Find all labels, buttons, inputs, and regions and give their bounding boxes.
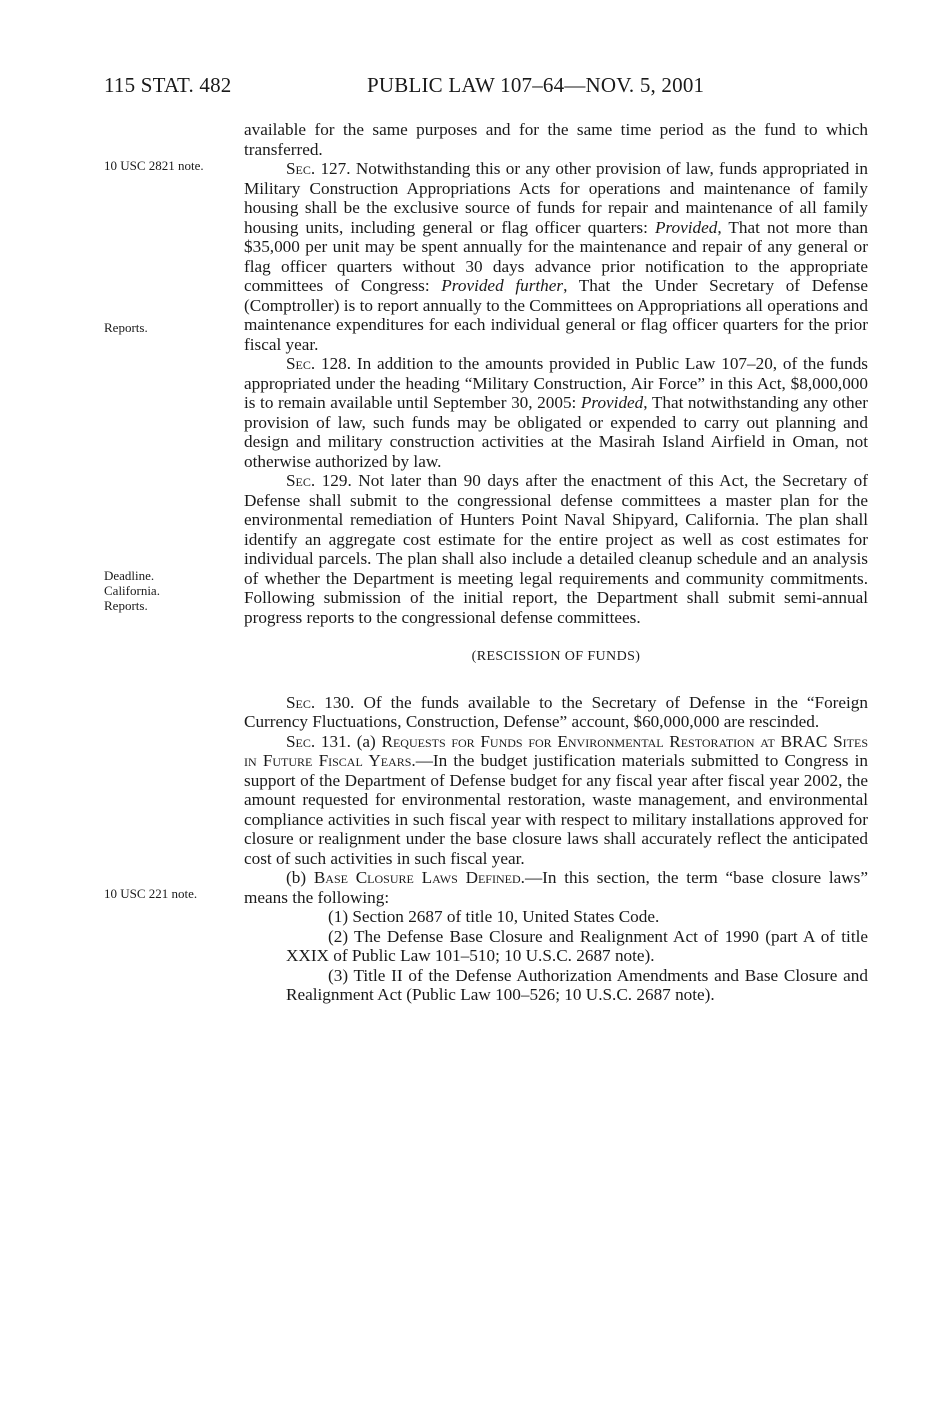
- section-text: , That notwithstanding any other provision of law, such funds may be obligated or expended to carry out planning and design and military construction activities at the Masirah Island Airfield in Oman, not otherwise authorized by law.: [244, 393, 868, 471]
- subsection-heading: Base Closure Laws Defined.: [313, 868, 525, 887]
- section-label: Sec. 129.: [286, 471, 352, 490]
- section-label: Sec. 131.: [286, 731, 351, 751]
- margin-note-usc-221: 10 USC 221 note.: [104, 886, 198, 901]
- page-stat-header: 115 STAT. 482: [104, 73, 232, 97]
- margin-note-deadline: Deadline. California. Reports.: [104, 568, 160, 613]
- list-item-2: (2) The Defense Base Closure and Realignment Act of 1990 (part A of title XXIX of Public Law 101–510; 10 U.S.C. 2687 note).: [286, 926, 868, 965]
- margin-note-reports: Reports.: [104, 320, 148, 335]
- section-text: Of the funds available to the Secretary of Defense in the “Foreign Currency Fluctuations, Construction, Defense” account, $60,000,000 are rescinded.: [244, 692, 868, 731]
- section-text: , That the Under Secretary of Defense (Comptroller) is to report annually to the Committees on Appropriations all operations and maintenance expenditures for each individual general or flag officer quarters for the prior fiscal year.: [244, 276, 868, 354]
- section-text: —In this section, the term “base closure laws” means the following:: [244, 868, 869, 907]
- provided-italic: Provided: [580, 393, 644, 412]
- section-text: —In the budget justification materials submitted to Congress in support of the Department of Defense budget for any fiscal year after fiscal year 2002, the amount requested for environmental restoration, waste management, and environmental compliance activities in such fiscal year with respect to military installations approved for closure or realignment under the base closure laws shall accurately reflect the anticipated cost of such activities in such fiscal year.: [244, 751, 868, 868]
- section-131-b: [244, 868, 868, 907]
- rescission-heading: (RESCISSION OF FUNDS): [471, 649, 641, 664]
- provided-italic: Provided: [654, 217, 718, 237]
- section-128: [244, 354, 868, 471]
- section-text: , That not more than $35,000 per unit may be spent annually for the maintenance and repair of any general or flag officer quarters without 30 days advance prior notification to the appropriate committees of Congress:: [244, 217, 868, 295]
- margin-note-usc-2821: 10 USC 2821 note.: [104, 158, 204, 173]
- public-law-header: PUBLIC LAW 107–64—NOV. 5, 2001: [367, 73, 705, 97]
- subsection-mark: (b): [286, 868, 314, 887]
- provided-further-italic: Provided further: [441, 276, 564, 295]
- section-131-a: [244, 732, 868, 869]
- body-text: [244, 120, 868, 1005]
- list-item-3: (3) Title II of the Defense Authorization Amendments and Base Closure and Realignment Act (Public Law 100–526; 10 U.S.C. 2687 note).: [286, 965, 868, 1004]
- subsection-mark: (a): [350, 731, 382, 751]
- section-text: In addition to the amounts provided in Public Law 107–20, of the funds appropriated under the heading “Military Construction, Air Force” in this Act, $8,000,000 is to remain available until September 30, 2005:: [244, 354, 868, 412]
- section-127: [244, 159, 868, 354]
- list-item-1: (1) Section 2687 of title 10, United States Code.: [328, 907, 660, 926]
- section-text: Not later than 90 days after the enactment of this Act, the Secretary of Defense shall submit to the congressional defense committees a master plan for the environmental remediation of Hunters Point Naval Shipyard, California. The plan shall identify an aggregate cost estimate for the entire project as well as cost estimates for individual parcels. The plan shall also include a detailed cleanup schedule and an analysis of whether the Department is meeting legal requirements and community commitments. Following submission of the initial report, the Department shall submit semi-annual progress reports to the congressional defense committees.: [244, 471, 868, 627]
- section-label: Sec. 130.: [286, 692, 355, 712]
- section-label: Sec. 128.: [286, 354, 352, 373]
- section-label: Sec. 127.: [286, 159, 351, 178]
- subsection-heading: Requests for Funds for Environmental Restoration at BRAC Sites in Future Fiscal Years.: [244, 731, 868, 770]
- paragraph-continuation: available for the same purposes and for the same time period as the fund to which transferred.: [244, 120, 868, 159]
- section-130: [244, 693, 868, 732]
- section-129: [244, 471, 868, 627]
- section-text: Notwithstanding this or any other provision of law, funds appropriated in Military Construction Appropriations Acts for operations and maintenance of family housing shall be the exclusive source of funds for repair and maintenance of all family housing units, including general or flag officer quarters:: [244, 159, 868, 237]
